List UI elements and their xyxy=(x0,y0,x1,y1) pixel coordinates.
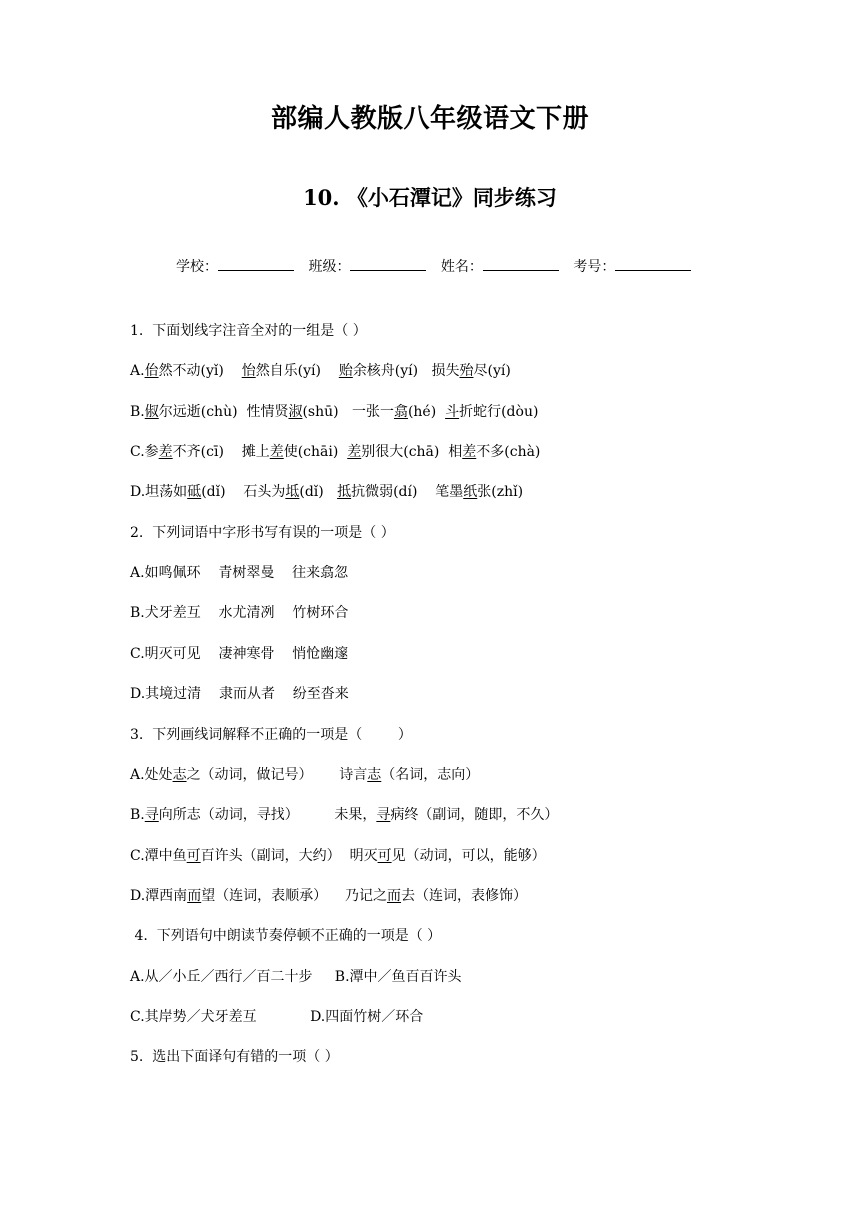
info-label: 学校： xyxy=(176,259,218,275)
text-segment: A.处处 xyxy=(130,766,173,783)
text-segment: (shū) 一张一 xyxy=(302,403,394,420)
text-segment: 1. 下面划线字注音全对的一组是（ ） xyxy=(130,323,367,339)
text-segment: B. xyxy=(130,403,145,420)
underlined-char: 砥 xyxy=(187,484,202,501)
question-2-option-b xyxy=(130,604,348,622)
text-segment: 之（动词，做记号） 诗言 xyxy=(186,766,368,783)
text-segment: C.其岸势／犬牙差互 D.四面竹树／环合 xyxy=(130,1008,424,1025)
text-segment: C.明灭可见 凄神寒骨 悄怆幽邃 xyxy=(130,645,349,662)
question-5-stem xyxy=(130,1048,339,1066)
text-segment: D.潭西南 xyxy=(130,887,188,904)
underlined-char: 殆 xyxy=(459,363,474,380)
underlined-char: 志 xyxy=(367,766,382,783)
question-4-options-cd xyxy=(130,1008,423,1026)
question-3-option-d xyxy=(130,887,527,905)
question-2-option-a xyxy=(130,564,348,582)
text-segment: A.如鸣佩环 青树翠曼 往来翕忽 xyxy=(130,565,349,582)
question-2-option-c xyxy=(130,645,348,663)
text-segment: (hé) xyxy=(407,403,446,420)
question-1-option-d xyxy=(130,483,523,501)
underlined-char: 斗 xyxy=(445,403,460,420)
question-1-option-c xyxy=(130,443,540,461)
text-segment: 5. 选出下面译句有错的一项（ ） xyxy=(130,1049,339,1066)
text-segment: 百许头（副词，大约） 明灭 xyxy=(200,847,378,864)
text-segment: 不齐(cī) 摊上 xyxy=(172,444,270,461)
question-2-stem xyxy=(130,524,395,542)
text-segment: (dǐ) 石头为 xyxy=(201,484,286,501)
text-segment: B. xyxy=(130,807,145,824)
question-3-option-b xyxy=(130,806,558,824)
text-segment: D.坦荡如 xyxy=(130,484,188,501)
underlined-char: 而 xyxy=(387,887,401,904)
name-blank[interactable] xyxy=(483,258,559,271)
question-1-stem xyxy=(130,322,367,340)
underlined-char: 差 xyxy=(269,444,284,461)
question-1-option-a xyxy=(130,362,511,380)
page-subtitle: 10. 《小石潭记》同步练习 xyxy=(303,185,557,210)
underlined-char: 而 xyxy=(187,887,202,904)
underlined-char: 俶 xyxy=(144,403,159,420)
underlined-char: 佁 xyxy=(144,363,159,380)
text-segment: 折蛇行(dòu) xyxy=(459,403,539,420)
text-segment: B.犬牙差互 水尤清冽 竹树环合 xyxy=(130,605,349,622)
page-title: 部编人教版八年级语文下册 xyxy=(270,104,589,134)
info-field-name xyxy=(441,259,559,275)
text-segment: A.从／小丘／西行／百二十步 B.潭中／鱼百百许头 xyxy=(130,968,462,985)
school-blank[interactable] xyxy=(218,258,294,271)
text-segment: (dǐ) xyxy=(299,484,338,501)
text-segment: 4. 下列语句中朗读节奏停顿不正确的一项是（ ） xyxy=(130,928,442,945)
underlined-char: 差 xyxy=(347,444,362,461)
text-segment: 望（连词，表顺承） 乃记之 xyxy=(201,887,387,904)
underlined-char: 差 xyxy=(462,444,477,461)
text-segment: 张(zhǐ) xyxy=(477,484,524,501)
underlined-char: 可 xyxy=(377,847,392,864)
text-segment: 然自乐(yí) xyxy=(255,363,339,380)
underlined-char: 可 xyxy=(186,847,201,864)
underlined-char: 贻 xyxy=(338,363,353,380)
class-blank[interactable] xyxy=(350,258,426,271)
text-segment: 向所志（动词，寻找） 未果， xyxy=(158,807,377,824)
text-segment: 2. 下列词语中字形书写有误的一项是（ ） xyxy=(130,524,395,541)
info-label: 姓名： xyxy=(440,259,483,275)
text-segment: 余核舟(yí) 损失 xyxy=(352,363,460,380)
text-segment: 见（动词，可以，能够） xyxy=(391,847,546,864)
underlined-char: 淑 xyxy=(288,403,303,420)
question-3-option-c xyxy=(130,847,546,865)
underlined-char: 纸 xyxy=(463,484,478,501)
text-segment: A. xyxy=(130,363,145,380)
info-label: 班级： xyxy=(308,259,351,275)
question-1-option-b xyxy=(130,403,538,421)
underlined-char: 寻 xyxy=(376,807,391,824)
underlined-char: 寻 xyxy=(144,807,159,824)
text-segment: 病终（副词，随即，不久） xyxy=(390,807,559,824)
underlined-char: 差 xyxy=(158,444,173,461)
exam-number-blank[interactable] xyxy=(615,258,691,271)
text-segment: 不多(chà) xyxy=(476,444,541,461)
text-segment: D.其境过清 隶而从者 纷至沓来 xyxy=(130,686,349,703)
text-segment: 去（连词，表修饰） xyxy=(401,887,527,904)
info-field-class xyxy=(308,259,426,275)
info-field-exam-number xyxy=(573,259,691,275)
text-segment: （名词，志向） xyxy=(381,766,480,783)
question-3-option-a xyxy=(130,766,479,784)
text-segment: C.潭中鱼 xyxy=(130,847,187,864)
underlined-char: 怡 xyxy=(241,363,256,380)
question-4-stem xyxy=(130,927,441,945)
text-segment: 使(chāi) xyxy=(283,444,348,461)
text-segment: 然不动(yǐ) xyxy=(158,363,242,380)
underlined-char: 志 xyxy=(172,766,187,783)
underlined-char: 翕 xyxy=(393,403,408,420)
question-4-options-ab xyxy=(130,968,462,986)
text-segment: 尔远逝(chù) 性情贤 xyxy=(158,403,289,420)
text-segment: C.参 xyxy=(130,444,159,461)
underlined-char: 抵 xyxy=(337,484,352,501)
text-segment: 别很大(chā) 相 xyxy=(361,444,463,461)
text-segment: 抗微弱(dí) 笔墨 xyxy=(351,484,464,501)
text-segment: 尽(yí) xyxy=(473,363,511,380)
question-3-stem xyxy=(130,726,412,744)
underlined-char: 坻 xyxy=(285,484,300,501)
student-info-row xyxy=(176,256,701,276)
info-label: 考号： xyxy=(573,259,616,275)
info-field-school xyxy=(176,259,294,275)
text-segment: 3. 下列画线词解释不正确的一项是（ ） xyxy=(130,726,412,743)
question-2-option-d xyxy=(130,685,349,703)
